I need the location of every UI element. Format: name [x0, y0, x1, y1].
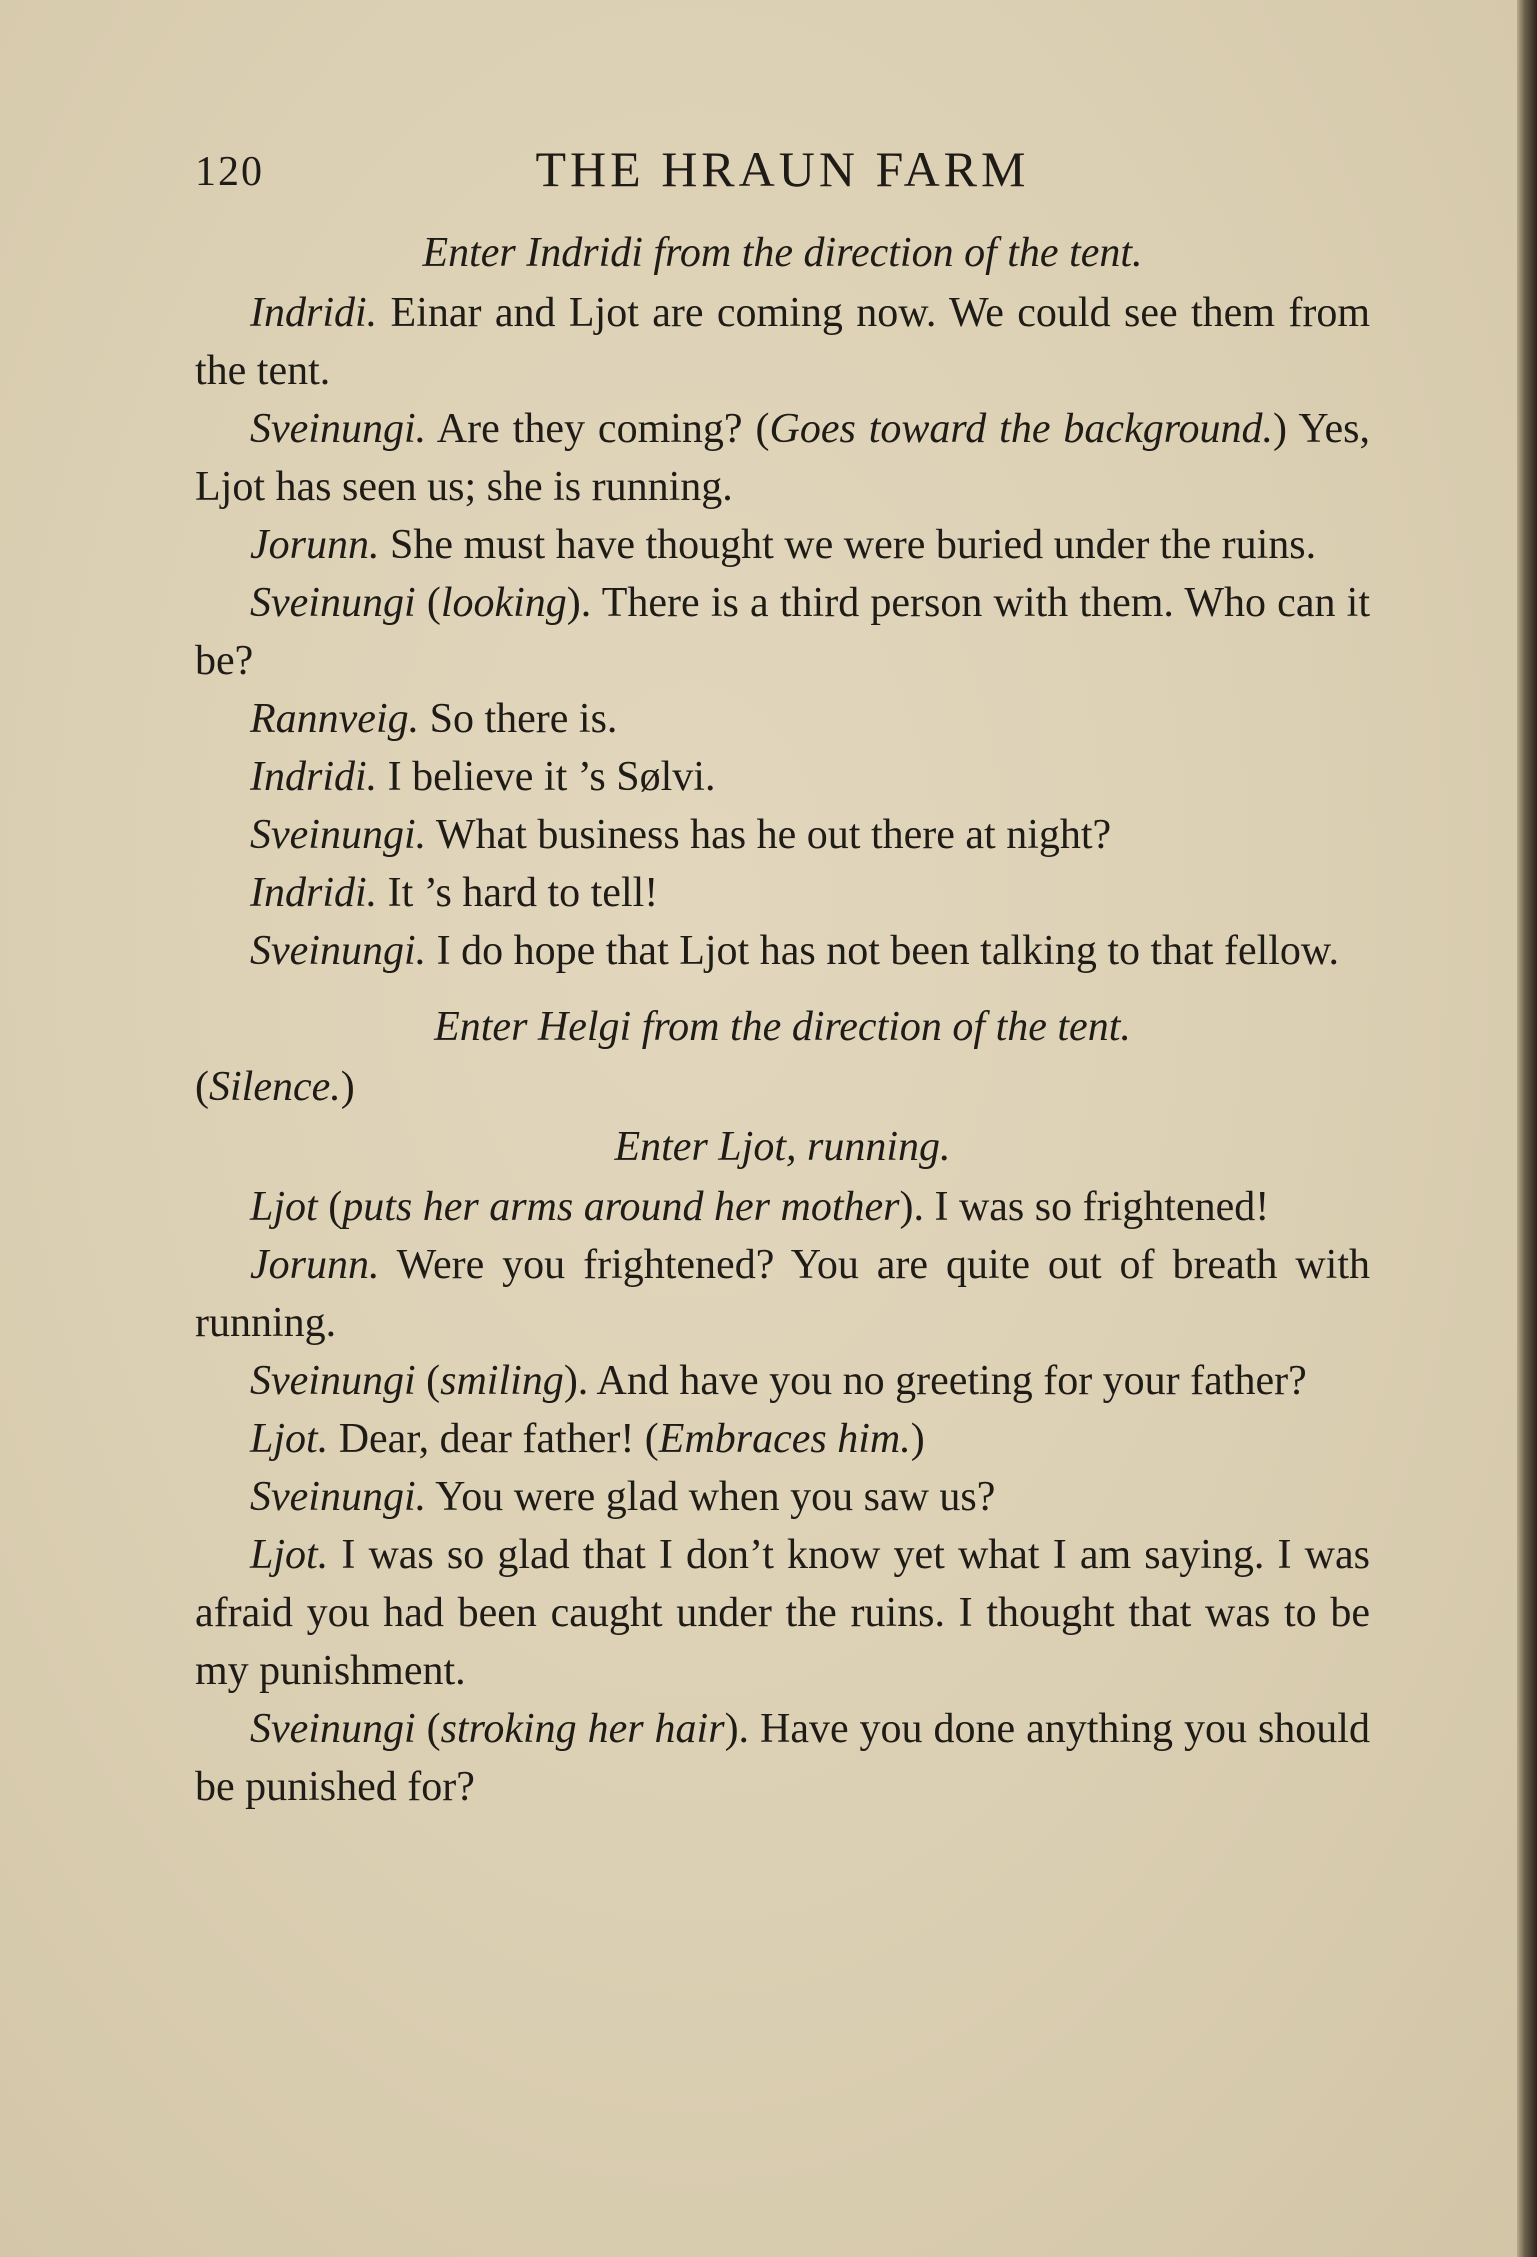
- speaker-name: Sveinungi: [250, 1358, 416, 1404]
- speaker-name: Indridi.: [250, 754, 378, 800]
- dialogue-text: I was so glad that I don’t know yet what I am saying. I was afraid you had been caught under the ruins. I thought that was to be my punishment.: [195, 1532, 1370, 1694]
- inline-stage-direction: Silence.: [209, 1064, 341, 1110]
- dialogue-text: Were you frightened? You are quite out of breath with running.: [195, 1242, 1370, 1346]
- dialogue-text: ): [910, 1416, 925, 1462]
- dialogue-line: [195, 748, 1370, 806]
- dialogue-text: What business has he out there at night?: [426, 812, 1112, 858]
- stage-direction: [195, 1118, 1370, 1176]
- speaker-name: Sveinungi.: [250, 1474, 427, 1520]
- dialogue-text: She must have thought we were buried under the ruins.: [379, 522, 1317, 568]
- dialogue-line: [195, 690, 1370, 748]
- speaker-name: Ljot.: [250, 1532, 329, 1578]
- speaker-name: Rannveig.: [250, 696, 420, 742]
- dialogue-line: [195, 806, 1370, 864]
- dialogue-text: (: [415, 1706, 441, 1752]
- dialogue-text: (: [415, 580, 441, 626]
- dialogue-text: (: [415, 1358, 441, 1404]
- page-text: [195, 222, 1370, 1816]
- page-header: [195, 140, 1370, 200]
- dialogue-text: ). And have you no greeting for your father?: [563, 1358, 1307, 1404]
- inline-stage-direction: puts her arms around her mother: [342, 1184, 900, 1230]
- page-number: 120: [195, 149, 264, 195]
- stage-direction: [195, 1058, 1370, 1116]
- inline-stage-direction: smiling: [440, 1358, 564, 1404]
- stage-direction-text: Enter Ljot: [614, 1124, 786, 1170]
- dialogue-line: [195, 1700, 1370, 1816]
- inline-stage-direction: Goes toward the background.: [769, 406, 1273, 452]
- speaker-name: Ljot: [250, 1184, 318, 1230]
- speaker-name: Indridi.: [250, 870, 378, 916]
- dialogue-line: [195, 922, 1370, 980]
- dialogue-text: You were glad when you saw us?: [426, 1474, 996, 1520]
- dialogue-text: It ’s hard to tell!: [377, 870, 659, 916]
- paren-close: ): [340, 1064, 355, 1110]
- dialogue-text: Einar and Ljot are coming now. We could see them from the tent.: [195, 290, 1370, 394]
- dialogue-text: ). Have you done anything you should be punished for?: [195, 1706, 1370, 1810]
- inline-stage-direction: Embraces him.: [658, 1416, 911, 1462]
- speaker-name: Sveinungi: [250, 580, 416, 626]
- inline-stage-direction: looking: [440, 580, 567, 626]
- speaker-name: Ljot.: [250, 1416, 329, 1462]
- speaker-name: Sveinungi.: [250, 812, 427, 858]
- dialogue-text: I believe it ’s Sølvi.: [377, 754, 716, 800]
- dialogue-text: Are they coming? (: [426, 406, 770, 452]
- inline-stage-direction: stroking her hair: [440, 1706, 725, 1752]
- speaker-name: Sveinungi: [250, 1706, 416, 1752]
- running-title: THE HRAUN FARM: [535, 141, 1030, 197]
- stage-direction: Enter Indridi from the direction of the tent.: [422, 230, 1143, 276]
- dialogue-line: [195, 1352, 1370, 1410]
- dialogue-text: ). There is a third person with them. Who can it be?: [195, 580, 1370, 684]
- speaker-name: Jorunn.: [250, 522, 380, 568]
- dialogue-line: [195, 574, 1370, 690]
- stage-direction: Enter Helgi from the direction of the tent.: [434, 1004, 1131, 1050]
- book-spine-shadow: [1517, 0, 1537, 2257]
- speaker-name: Indridi.: [250, 290, 378, 336]
- dialogue-line: [195, 864, 1370, 922]
- paren-open: (: [195, 1064, 209, 1110]
- dialogue-line: [195, 1236, 1370, 1352]
- dialogue-line: [195, 1178, 1370, 1236]
- speaker-name: Sveinungi.: [250, 406, 427, 452]
- dialogue-line: [195, 284, 1370, 400]
- dialogue-text: So there is.: [419, 696, 618, 742]
- dialogue-line: [195, 400, 1370, 516]
- dialogue-text: ) Yes, Ljot has seen us; she is running.: [195, 406, 1370, 510]
- speaker-name: Jorunn.: [250, 1242, 380, 1288]
- dialogue-text: ). I was so frightened!: [899, 1184, 1270, 1230]
- dialogue-text: (: [317, 1184, 343, 1230]
- speaker-name: Sveinungi.: [250, 928, 427, 974]
- dialogue-text: Dear, dear father! (: [328, 1416, 659, 1462]
- dialogue-line: [195, 1468, 1370, 1526]
- dialogue-text: I do hope that Ljot has not been talking to that fellow.: [426, 928, 1340, 974]
- stage-direction-text: , running.: [786, 1124, 951, 1170]
- dialogue-line: [195, 516, 1370, 574]
- dialogue-line: [195, 1410, 1370, 1468]
- dialogue-line: [195, 1526, 1370, 1700]
